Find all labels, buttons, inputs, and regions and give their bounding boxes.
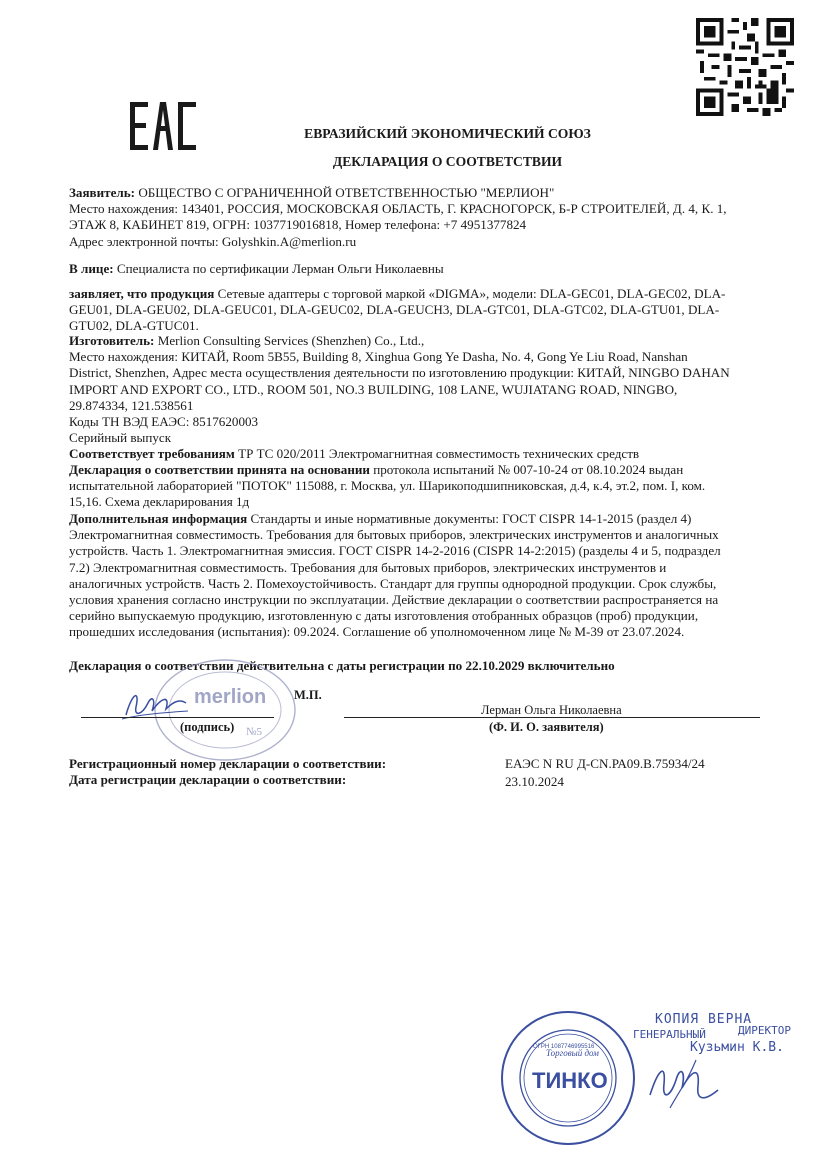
document-title: ДЕКЛАРАЦИЯ О СООТВЕТСТВИИ: [332, 154, 563, 169]
additional-line-4: 7.2) Электромагнитная совместимость. Требования для бытовых приборов, электрических инструментов и: [69, 559, 667, 575]
registration-number-label: Регистрационный номер декларации о соответствии:: [69, 756, 387, 771]
additional-line-7: серийно выпускаемую продукцию, изготовленную с даты изготовления отобранных образцов (проб) продукции,: [69, 608, 699, 624]
signer-caption: (Ф. И. О. заявителя): [489, 720, 604, 734]
company-seal: [498, 1008, 638, 1148]
validity-statement: Декларация о соответствии действительна с даты регистрации по 22.10.2029 включительно: [69, 658, 615, 673]
mp-label: М.П.: [294, 688, 322, 702]
additional-block: [69, 511, 769, 641]
requirements-label: Соответствует требованиям: [69, 446, 235, 461]
requirements-block: [69, 446, 769, 462]
manufacturer-line-2: District, Shenzhen, Адрес места осуществления деятельности по изготовлению продукции: КИТАЙ, NINGBO DAHAN: [69, 365, 730, 381]
applicant-address-2: ЭТАЖ 8, КАБИНЕТ 819, ОГРН: 1037719016818, Номер телефона: +7 4951377824: [69, 217, 527, 233]
seal-brand: ТИНКО: [532, 1068, 608, 1093]
basis-label: Декларация о соответствии принята на основании: [69, 462, 370, 477]
applicant-block: [69, 185, 769, 250]
registration-date-label: Дата регистрации декларации о соответствии:: [69, 772, 347, 787]
seal-subtitle: Торговый дом: [546, 1048, 599, 1058]
applicant-label: Заявитель:: [69, 185, 136, 200]
seal-ogrn: ОГРН 1087746995516: [533, 1044, 595, 1050]
additional-line-3: устройств. Часть 1. Электромагнитная эмиссия. ГОСТ CISPR 14-2-2016 (CISPR 14-2:2015) (разделы 4 и 5, подраздел: [69, 543, 721, 559]
additional-label: Дополнительная информация: [69, 511, 248, 526]
basis-line-3: 15,16. Схема декларирования 1д: [69, 494, 250, 510]
product-block: [69, 286, 769, 335]
copy-stamp-name: Кузьмин К.В.: [690, 1040, 784, 1055]
product-line-2: GEU01, DLA-GEU02, DLA-GEUC01, DLA-GEUC02, DLA-GEUCH3, DLA-GTC01, DLA-GTC02, DLA-GTU01, DLA-: [69, 302, 720, 318]
requirements-value: ТР ТС 020/2011 Электромагнитная совместимость технических средств: [234, 446, 640, 461]
product-line-3: GTU02, DLA-GTUC01.: [69, 318, 199, 334]
registration-date-value: 23.10.2024: [505, 774, 564, 789]
manufacturer-line-4: 29.874334, 121.538561: [69, 397, 194, 413]
manufacturer-label: Изготовитель:: [69, 333, 155, 348]
additional-line-8: прошедших исследования (испытания): 09.2024. Соглашение об уполномоченном лице № М-39 от 23.07.2024.: [69, 624, 685, 640]
additional-line-6: условия хранения согласно инструкции по эксплуатации. Действие декларации о соответствии распространяется на: [69, 592, 719, 608]
manufacturer-name: Merlion Consulting Services (Shenzhen) Co., Ltd.,: [154, 333, 425, 348]
represented-block: [69, 261, 769, 277]
basis-line-2: испытательной лабораторией "ПОТОК" 115088, г. Москва, ул. Шарикоподшипниковская, д.4, к.4, эт.2, пом. I, ком.: [69, 478, 706, 494]
manufacturer-line-1: Место нахождения: КИТАЙ, Room 5B55, Building 8, Xinghua Gong Ye Dasha, No. 4, Gong Ye Liu Road, Nanshan: [69, 349, 688, 365]
product-line-1: Сетевые адаптеры с торговой маркой «DIGMA», модели: DLA-GEC01, DLA-GEC02, DLA-: [214, 286, 726, 301]
stamp-brand: merlion: [194, 686, 267, 708]
signature-scribble: [118, 685, 193, 725]
serial-production: Серийный выпуск: [69, 430, 172, 446]
manufacturer-block: [69, 333, 769, 446]
applicant-name: ОБЩЕСТВО С ОГРАНИЧЕННОЙ ОТВЕТСТВЕННОСТЬЮ "МЕРЛИОН": [135, 185, 555, 200]
represented-label: В лице:: [69, 261, 114, 276]
director-signature: [640, 1050, 725, 1115]
copy-stamp-position-2: ДИРЕКТОР: [738, 1024, 791, 1037]
copy-certified-title: КОПИЯ ВЕРНА: [655, 1012, 753, 1027]
registration-number-value: ЕАЭС N RU Д-CN.РА09.В.75934/24: [505, 756, 705, 771]
basis-block: [69, 462, 769, 511]
stamp-number: №5: [246, 726, 262, 738]
signature-caption: (подпись): [180, 720, 235, 734]
product-label: заявляет, что продукция: [69, 286, 215, 301]
manufacturer-line-3: IMPORT AND EXPORT CO., LTD., ROOM 501, NO.3 BUILDING, 108 LANE, WUJIATANG ROAD, NINGBO,: [69, 381, 678, 397]
qr-code: [696, 18, 794, 116]
copy-stamp-position-1: ГЕНЕРАЛЬНЫЙ: [633, 1028, 706, 1041]
hs-codes: Коды ТН ВЭД ЕАЭС: 8517620003: [69, 414, 259, 430]
additional-line-2: Электромагнитная совместимость. Требования для бытовых приборов, электрических инструментов и аналогичных: [69, 527, 719, 543]
union-heading: ЕВРАЗИЙСКИЙ ЭКОНОМИЧЕСКИЙ СОЮЗ: [304, 126, 591, 141]
signer-name: Лерман Ольга Николаевна: [481, 703, 622, 717]
additional-line-1: Стандарты и иные нормативные документы: ГОСТ CISPR 14-1-2015 (раздел 4): [247, 511, 692, 526]
applicant-email: Адрес электронной почты: Golyshkin.A@merlion.ru: [69, 233, 357, 249]
applicant-address-1: Место нахождения: 143401, РОССИЯ, МОСКОВСКАЯ ОБЛАСТЬ, Г. КРАСНОГОРСК, Б-Р СТРОИТЕЛЕЙ, Д. 4, К. 1,: [69, 201, 727, 217]
additional-line-5: аналогичных устройств. Часть 2. Помехоустойчивость. Стандарт для группы однородной продукции. Срок службы,: [69, 575, 717, 591]
basis-line-1: протокола испытаний № 007-10-24 от 08.10.2024 выдан: [369, 462, 684, 477]
signature-line: [81, 717, 274, 718]
represented-value: Специалиста по сертификации Лерман Ольги Николаевны: [113, 261, 444, 276]
